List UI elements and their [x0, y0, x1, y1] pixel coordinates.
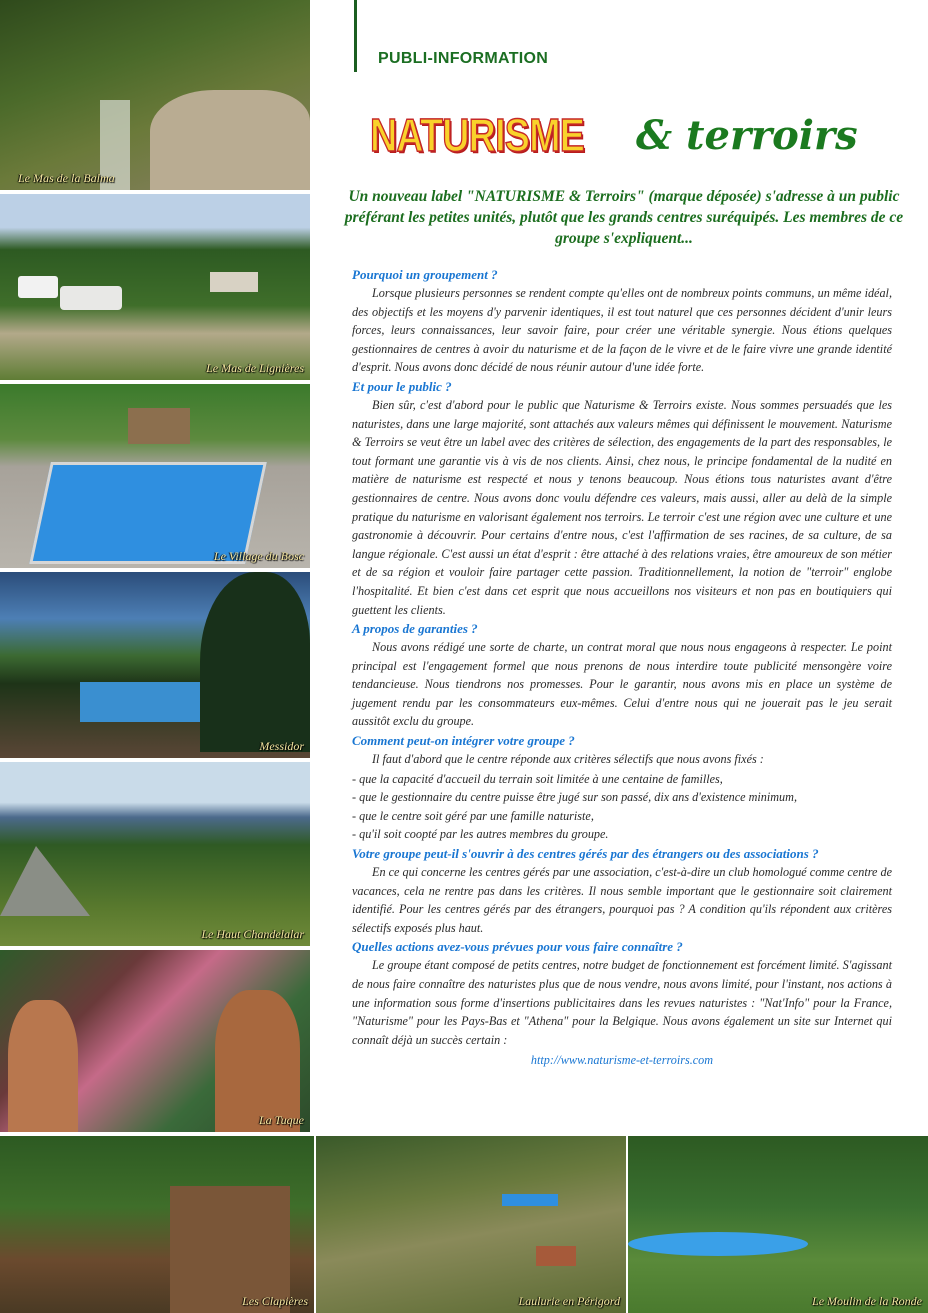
section-heading: Votre groupe peut-il s'ouvrir à des centres gérés par des étrangers ou des associations ? [352, 846, 819, 862]
photo-caption: Le Moulin de la Ronde [812, 1294, 922, 1308]
photo-mas-de-la-balma [0, 0, 310, 194]
photo-caption: La Tuque [258, 1113, 304, 1127]
paragraph: Le groupe étant composé de petits centres, notre budget de fonctionnement est forcément limité. S'agissant de nous faire connaître des naturistes plus que de nous vendre, nous avons limité, pour l'instant, nos actions à une information sous forme d'insertions publicitaires dans les revues naturistes : "Nat'Info" pour la France, "Naturisme" pour les Pays-Bas et "Athena" pour la Belgique. Nous avons également un site sur Internet qui connaît déjà un succès certain : [352, 958, 892, 1047]
list-item: - qu'il soit coopté par les autres membres du groupe. [352, 827, 609, 842]
section-etrangers [352, 845, 892, 937]
section-heading: Comment peut-on intégrer votre groupe ? [352, 733, 575, 749]
section-heading: Quelles actions avez-vous prévues pour vous faire connaître ? [352, 939, 683, 955]
section-pourquoi [352, 266, 892, 377]
tent-shape [0, 846, 90, 916]
section-label: PUBLI-INFORMATION [378, 50, 549, 67]
section-heading: Pourquoi un groupement ? [352, 267, 498, 282]
section-integrer [352, 732, 892, 844]
photo-haut-chandelalar [0, 762, 310, 950]
article-body [352, 266, 892, 1070]
section-heading: Et pour le public ? [352, 378, 452, 394]
photo-caption: Messidor [259, 739, 304, 753]
title-rest: & terroirs [636, 112, 858, 159]
list-item: - que la capacité d'accueil du terrain soit limitée à une centaine de familles, [352, 771, 723, 786]
photo-caption: Les Clapières [242, 1294, 308, 1308]
page-title [370, 108, 858, 168]
pool-shape [502, 1194, 558, 1206]
paragraph: En ce qui concerne les centres gérés par une association, c'est-à-dire un club homologué comme centre de vacances, cela ne rentre pas dans les critères. Il nous semble important que le gestionnaire soit clairement identifié. Pour les centres gérés par des étrangers, pourquoi pas ? A condition qu'ils répondent aux critères sélectifs exposés plus haut. [352, 865, 892, 935]
paragraph: Lorsque plusieurs personnes se rendent compte qu'elles ont de nombreux points communs, un même idéal, des objectifs et les moyens d'y parvenir identiques, il est tout naturel que ces personnes décident d'unir leurs forces, leurs connaissances, leur savoir faire, pour créer une véritable synergie. Nous étions quelques gestionnaires de centres à avoir du naturisme et de la façon de le vivre et de le faire vivre une grande identité d'esprit. Nous avons donc décidé de nous réunir autour d'une idée forte. [352, 286, 892, 375]
list-item: - que le centre soit géré par une famille naturiste, [352, 808, 594, 823]
photo-mas-de-lignieres [0, 194, 310, 384]
photo-caption: Laulurie en Périgord [518, 1294, 620, 1308]
rock-shape [150, 90, 310, 194]
paragraph: Nous avons rédigé une sorte de charte, un contrat moral que nous nous engageons à respecter. Le point principal est l'engagement formel que nous prenons de nous interdire toute publicité mensongère voire tendancieuse. Nous tiendrons nos promesses. Pour le garantir, nous avons mis en place un système de jugement rendu par les consommateurs eux-mêmes. Celui d'entre nous qui ne jouerait pas le jeu serait aussitôt exclu du groupe. [352, 640, 892, 729]
photo-caption: Le Mas de Lignières [206, 361, 304, 375]
tree-shape [200, 572, 310, 752]
photo-la-tuque [0, 950, 310, 1136]
photo-laulurie-en-perigord [316, 1136, 626, 1313]
section-actions [352, 938, 892, 1049]
photo-caption: Le Haut Chandelalar [201, 927, 304, 941]
camper-shape [18, 276, 58, 298]
photo-caption: Le Mas de la Balma [18, 171, 115, 185]
paragraph: Bien sûr, c'est d'abord pour le public que Naturisme & Terroirs existe. Nous sommes persuadés que les naturistes, dans une large majorité, sont attachés aux valeurs mêmes qui définissent le mouvement. Naturisme & Terroirs se veut être un label avec des critères de sélection, des engagements de la part des responsables, le tout formant une garantie vis à vis de nos clients. Ainsi, chez nous, le principe fondamental de la nudité en matière de naturisme est respecté et nous y tenons beaucoup. Nous étions tous naturistes avant d'être gestionnaires de centre. Nous avons donc voulu défendre ces valeurs, mais aussi, aller au delà de la simple pratique du naturisme en valorisant également nos terroirs. Le terroir c'est une région avec une culture et une gastronomie à découvrir. Pour certains d'entre nous, c'est l'affirmation de ses racines, de sa culture, de sa langue régionale. C'est aussi un état d'esprit : être attaché à des relations vraies, être amoureux de son métier et de sa région et vouloir faire partager cette passion. Traditionnellement, la notion de "terroir" englobe l'hospitalité. Et bien c'est dans cet esprit que nous accueillons nos visiteurs et non pas en boutiquiers qui guettent les clients. [352, 397, 892, 617]
section-heading: A propos de garanties ? [352, 621, 478, 637]
lead-paragraph: Un nouveau label "NATURISME & Terroirs" (marque déposée) s'adresse à un public préférant les petites unités, plutôt que les grands centres suréquipés. Les membres de ce groupe s'expliquent... [344, 188, 904, 247]
building-shape [536, 1246, 576, 1266]
caravan-shape [60, 286, 122, 310]
title-main: NATURISME [370, 109, 585, 161]
photo-messidor [0, 572, 310, 762]
person-shape [8, 1000, 78, 1136]
header-accent-bar [354, 0, 357, 72]
paragraph: Il faut d'abord que le centre réponde aux critères sélectifs que nous avons fixés : [372, 752, 764, 767]
website-link[interactable]: http://www.naturisme-et-terroirs.com [530, 1053, 714, 1068]
photo-les-clapieres [0, 1136, 314, 1313]
list-item: - que le gestionnaire du centre puisse être jugé sur son passé, dix ans d'existence minimum, [352, 790, 797, 805]
section-public [352, 378, 892, 619]
photo-moulin-de-la-ronde [628, 1136, 928, 1313]
photo-caption: Le Village du Bosc [213, 549, 304, 563]
photo-village-du-bosc [0, 384, 310, 572]
tent-shape [210, 272, 258, 292]
pool-shape [628, 1232, 808, 1256]
section-garanties [352, 620, 892, 731]
cabin-shape [128, 408, 190, 444]
criteria-list [352, 770, 892, 844]
